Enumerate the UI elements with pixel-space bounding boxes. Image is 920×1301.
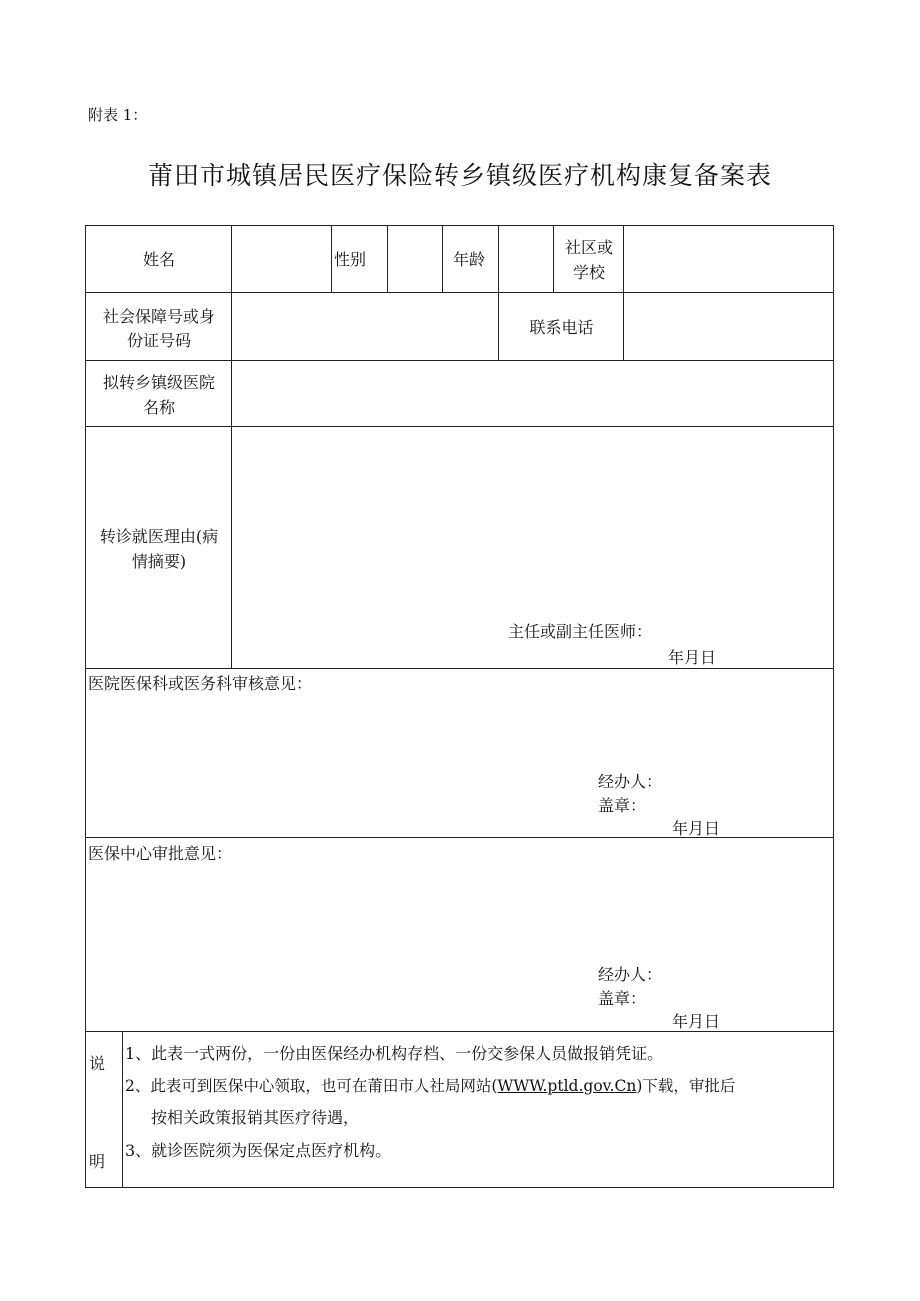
community-label-line2: 学校 <box>572 263 605 282</box>
age-input-cell[interactable] <box>498 225 554 293</box>
approval-date-label: 年月日 <box>672 1012 721 1031</box>
note-item-3: 3、就诊医院须为医保定点医疗机构。 <box>125 1141 392 1160</box>
name-label: 姓名 <box>142 250 175 269</box>
note-item-2-prefix: 2、此表可到医保中心领取，也可在莆田市人社局网站( <box>125 1077 498 1095</box>
reason-date-label: 年月日 <box>668 648 717 667</box>
phone-input-cell[interactable] <box>623 292 834 361</box>
approval-cell[interactable] <box>85 837 834 1032</box>
phone-label: 联系电话 <box>529 318 594 337</box>
notes-label-top: 说 <box>89 1054 106 1073</box>
hospital-input-cell[interactable] <box>231 360 834 427</box>
note-item-2-suffix: )下载，审批后 <box>636 1077 736 1095</box>
reason-label-line1: 转诊就医理由(病 <box>99 527 219 546</box>
id-input-cell[interactable] <box>231 292 499 361</box>
id-label-line2: 份证号码 <box>126 331 191 350</box>
gender-label: 性别 <box>334 250 367 269</box>
approval-label: 医保中心审批意见： <box>88 844 233 863</box>
approval-handler-label: 经办人： <box>598 965 663 984</box>
review-handler-label: 经办人： <box>598 772 663 791</box>
notes-label-bottom: 明 <box>89 1152 106 1171</box>
gender-input-cell[interactable] <box>387 225 443 293</box>
name-input-cell[interactable] <box>231 225 332 293</box>
community-input-cell[interactable] <box>623 225 834 293</box>
community-label-line1: 社区或 <box>564 238 613 257</box>
id-label-line1: 社会保障号或身 <box>102 307 215 326</box>
review-date-label: 年月日 <box>672 819 721 838</box>
note-item-2-line2: 按相关政策报销其医疗待遇， <box>151 1108 360 1127</box>
age-label: 年龄 <box>453 250 486 269</box>
review-label: 医院医保科或医务科审核意见： <box>88 674 313 693</box>
review-seal-label: 盖章： <box>598 796 647 815</box>
form-title: 莆田市城镇居民医疗保险转乡镇级医疗机构康复备案表 <box>147 161 772 190</box>
reason-label-line2: 情摘要) <box>131 552 187 571</box>
attachment-label: 附表 1： <box>88 106 148 124</box>
hospital-label-line2: 名称 <box>142 398 175 417</box>
note-item-1: 1、此表一式两份，一份由医保经办机构存档、一份交参保人员做报销凭证。 <box>125 1044 664 1063</box>
hospital-label-line1: 拟转乡镇级医院 <box>102 373 215 392</box>
doctor-signature-label: 主任或副主任医师： <box>508 622 653 641</box>
note-item-2 <box>125 1075 735 1098</box>
website-link[interactable]: WWW.ptld.gov.Cn <box>497 1077 637 1095</box>
approval-seal-label: 盖章： <box>598 989 647 1008</box>
